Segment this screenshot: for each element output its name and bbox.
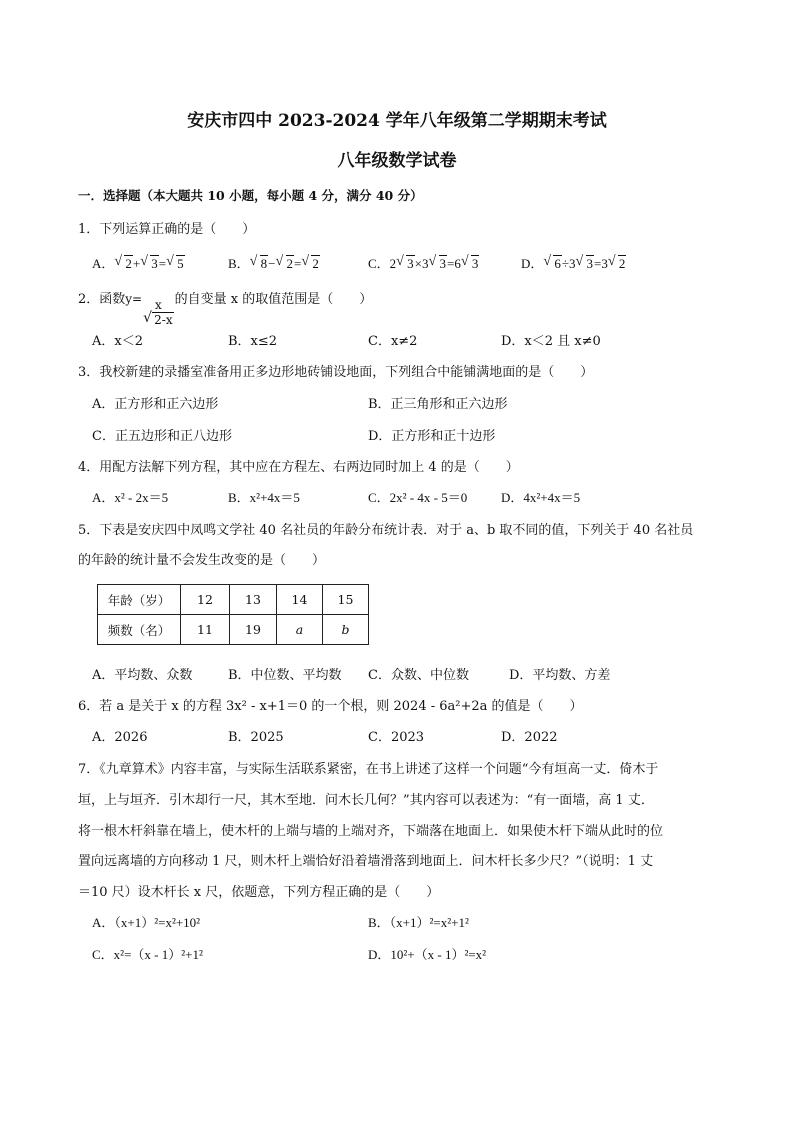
q4-option-c: C．2x² - 4x - 5＝0 <box>368 490 468 505</box>
question-2-stem <box>78 288 372 327</box>
q5-option-b: B．中位数、平均数 <box>228 668 342 683</box>
table-cell: 15 <box>323 585 369 615</box>
question-3-stem: 3．我校新建的录播室准备用正多边形地砖铺设地面，下列组合中能铺满地面的是（ ） <box>78 365 594 380</box>
q6-option-d: D．2022 <box>501 730 558 745</box>
table-cell: 频数（名） <box>98 615 181 645</box>
question-5-stem-line-2: 的年龄的统计量不会发生改变的是（ ） <box>78 553 326 568</box>
q2-frac-den-radical <box>144 313 173 327</box>
table-row <box>98 585 369 615</box>
table-cell: 19 <box>230 615 277 645</box>
table-cell: 14 <box>277 585 323 615</box>
q6-option-c: C．2023 <box>368 730 425 745</box>
exam-title: 安庆市四中 2023-2024 学年八年级第二学期期末考试 <box>187 111 607 131</box>
q2-option-a: A．x＜2 <box>92 334 143 349</box>
q6-option-b: B．2025 <box>228 730 284 745</box>
table-row <box>98 615 369 645</box>
q4-option-d: D．4x²+4x＝5 <box>501 490 581 505</box>
question-7-line-1: 7．《九章算术》内容丰富，与实际生活联系紧密，在书上讲述了这样一个问题“今有垣高一丈．倚木于 <box>78 762 659 777</box>
q3-option-c: C．正五边形和正八边形 <box>92 429 232 444</box>
q5-option-c: C．众数、中位数 <box>368 668 469 683</box>
question-7-line-4: 置向远离墙的方向移动 1 尺，则木杆上端恰好沿着墙滑落到地面上．问木杆长多少尺？”（说明：1 丈 <box>78 854 654 869</box>
table-cell: a <box>277 615 323 645</box>
q7-option-d: D．10²+（x - 1）²=x² <box>368 947 487 962</box>
table-cell: 13 <box>230 585 277 615</box>
q7-option-c: C．x²=（x - 1）²+1² <box>92 947 203 962</box>
q6-option-a: A．2026 <box>92 730 148 745</box>
question-7-line-2: 垣，上与垣齐．引木却行一尺，其木至地．问木长几何？”其内容可以表述为：“有一面墙，高 1 丈． <box>78 793 654 808</box>
q4-option-b: B．x²+4x＝5 <box>228 490 300 505</box>
q1-option-d: D．√ 6÷3√ 3=3√ 2 <box>521 253 626 272</box>
q7-option-b: B．（x+1）²=x²+1² <box>368 915 469 930</box>
question-1-stem: 1．下列运算正确的是（ ） <box>78 222 256 237</box>
q1-option-c: C．2√ 3×3√ 3=6√ 3 <box>368 253 479 272</box>
q2-frac-den: 2-x <box>154 313 173 327</box>
q2-formula-y: y= <box>125 292 143 306</box>
question-5-stem-line-1: 5．下表是安庆四中凤鸣文学社 40 名社员的年龄分布统计表．对于 a、b 取不同的值，下列关于 40 名社员 <box>78 523 694 538</box>
q3-option-b: B．正三角形和正六边形 <box>368 397 508 412</box>
table-cell: b <box>323 615 369 645</box>
q5-option-d: D．平均数、方差 <box>509 668 611 683</box>
q3-option-d: D．正方形和正十边形 <box>368 429 496 444</box>
q2-frac-num: x <box>152 298 165 313</box>
table-cell: 年龄（岁） <box>98 585 181 615</box>
question-4-stem: 4．用配方法解下列方程，其中应在方程左、右两边同时加上 4 的是（ ） <box>78 460 519 475</box>
q7-option-a: A．（x+1）²=x²+10² <box>92 915 201 930</box>
q1-option-a: A．√ 2+√ 3=√ 5 <box>92 253 185 272</box>
table-cell: 11 <box>181 615 230 645</box>
q2-option-b: B．x≤2 <box>228 334 278 349</box>
question-7-line-5: ＝10 尺）设木杆长 x 尺，依题意，下列方程正确的是（ ） <box>78 885 440 900</box>
q1-option-b: B．√ 8−√ 2=√ 2 <box>228 253 320 272</box>
q4-option-a: A．x² - 2x＝5 <box>92 490 169 505</box>
q2-option-c: C．x≠2 <box>368 334 418 349</box>
question-7-line-3: 将一根木杆斜靠在墙上，使木杆的上端与墙的上端对齐，下端落在地面上．如果使木杆下端从此时的位 <box>78 824 664 839</box>
q2-fraction <box>143 298 173 327</box>
q5-option-a: A．平均数、众数 <box>92 668 193 683</box>
age-frequency-table <box>97 584 369 645</box>
q2-stem-pre: 2．函数 <box>78 292 126 307</box>
q3-option-a: A．正方形和正六边形 <box>92 397 219 412</box>
section-heading: 一．选择题（本大题共 10 小题，每小题 4 分，满分 40 分） <box>78 188 423 203</box>
exam-subtitle: 八年级数学试卷 <box>337 151 457 171</box>
table-cell: 12 <box>181 585 230 615</box>
q2-option-d: D．x＜2 且 x≠0 <box>501 334 601 349</box>
question-6-stem: 6．若 a 是关于 x 的方程 3x² - x+1＝0 的一个根，则 2024 - 6a²+2a 的值是（ ） <box>78 699 583 714</box>
q2-stem-post: 的自变量 x 的取值范围是（ ） <box>174 292 373 307</box>
